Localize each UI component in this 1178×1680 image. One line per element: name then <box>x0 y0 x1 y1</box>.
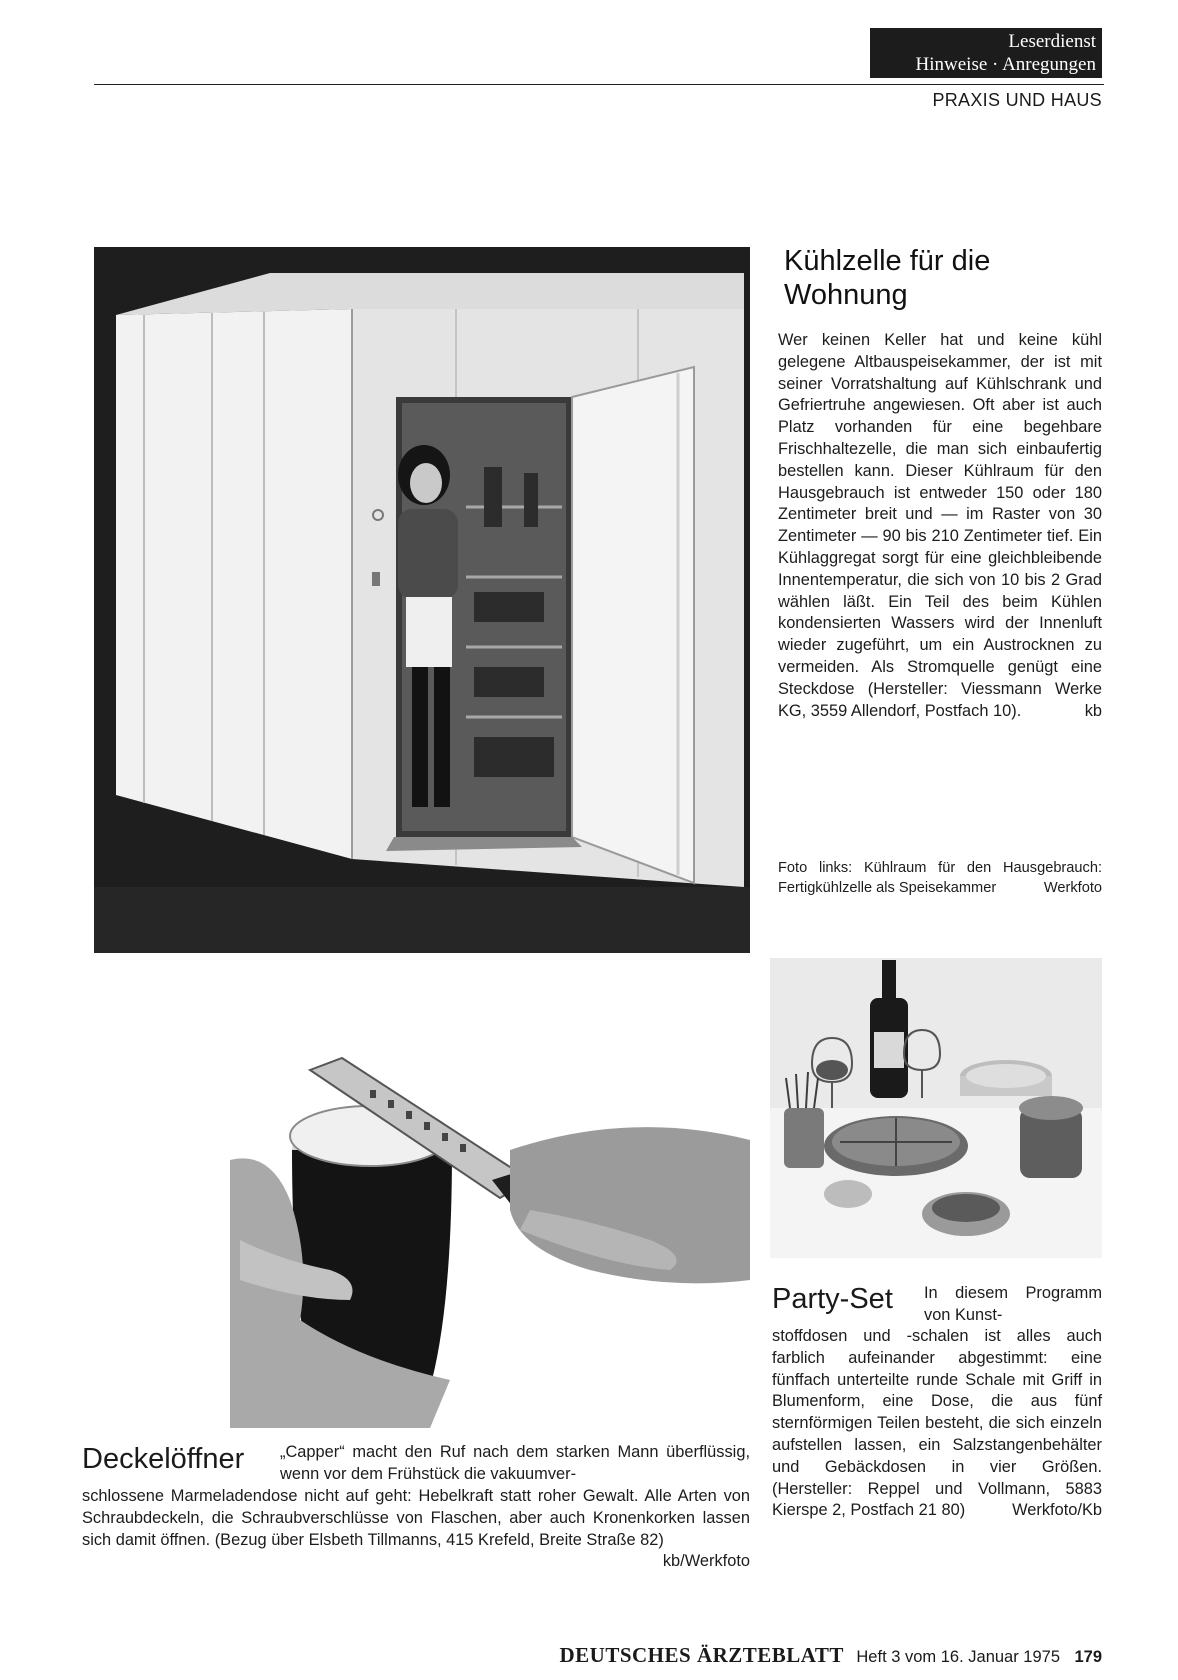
journal-name: DEUTSCHES ÄRZTEBLATT <box>559 1643 844 1667</box>
cold-room-photo <box>94 247 750 953</box>
badge-line-2: Hinweise · Anregungen <box>915 54 1096 75</box>
badge-line-1: Leserdienst <box>1008 31 1096 52</box>
kuehlzelle-title: Kühlzelle für die Wohnung <box>784 245 991 311</box>
party-set-photo <box>770 958 1102 1258</box>
deckeloeffner-text: schlossene Marmeladendose nicht auf geht: Hebelkraft statt roher Gewalt. Alle Arten von Schraubdeckeln, die Schraubverschlüsse von Flaschen, aber auch Kronenkorken lassen sich damit öffnen. (Bezug über Elsbeth Tillmanns, 415 Krefeld, Breite Straße 82) <box>82 1487 750 1549</box>
partyset-text: stoffdosen und -schalen ist alles auch farblich aufeinander abgestimmt: eine fünffach unterteilte runde Schale mit Griff in Blumenform, eine Dose, die aus fünf sternförmigen Teilen besteht, die sich einzeln aufstellen lassen, ein Salzstangenbehälter und Gebäckdosen in vier Größen. (Hersteller: Reppel und Vollmann, 5883 Kierspe 2, Postfach 21 80) <box>772 1327 1102 1520</box>
deckeloeffner-body <box>82 1486 750 1573</box>
page-number: 179 <box>1074 1648 1102 1666</box>
deckeloeffner-lead: „Capper“ macht den Ruf nach dem starken Mann überflüssig, wenn vor dem Frühstück die vakuumver- <box>280 1443 750 1483</box>
deckeloeffner-credit: kb/Werkfoto <box>662 1552 750 1571</box>
page-footer <box>470 1643 1102 1668</box>
kuehlzelle-body <box>778 330 1102 722</box>
partyset-title: Party-Set <box>772 1283 893 1315</box>
header-rule <box>94 84 1104 85</box>
deckeloeffner-title: Deckelöffner <box>82 1443 245 1475</box>
kuehlzelle-text: Wer keinen Keller hat und keine kühl gelegene Altbauspeisekammer, der ist mit seiner Vorratshaltung auf Kühlschrank und Gefriertruhe angewiesen. Oft aber ist auch Platz vorhanden für eine begehbare Frischhaltezelle, die man sich einbaufertig bestellen kann. Dieser Kühlraum für den Hausgebrauch ist entweder 150 oder 180 Zentimeter breit und — im Raster von 30 Zentimeter — 90 bis 210 Zentimeter tief. Ein Kühlaggregat sorgt für eine gleichbleibende Innentemperatur, die sich von 10 bis 2 Grad wählen läßt. Ein Teil des beim Kühlen kondensierten Wassers wird der Innenluft wieder zugeführt, um ein Austrocknen zu vermeiden. Als Stromquelle genügt eine Steckdose (Hersteller: Viessmann Werke KG, 3559 Allendorf, Postfach 10). <box>778 331 1102 720</box>
partyset-body <box>772 1326 1102 1522</box>
kuehlzelle-caption-text: Foto links: Kühlraum für den Hausgebrauch: Fertigkühlzelle als Speisekammer <box>778 860 1102 896</box>
partyset-lead: In diesem Programm von Kunst- <box>924 1284 1102 1324</box>
kuehlzelle-signature: kb <box>1084 701 1102 720</box>
section-label: PRAXIS UND HAUS <box>932 90 1102 110</box>
partyset-credit: Werkfoto/Kb <box>1012 1501 1102 1520</box>
lid-opener-photo <box>230 1040 750 1428</box>
issue-info: Heft 3 vom 16. Januar 1975 <box>856 1648 1061 1666</box>
kuehlzelle-caption <box>778 858 1102 898</box>
kuehlzelle-caption-credit: Werkfoto <box>1043 880 1102 896</box>
leserdienst-badge <box>870 28 1102 78</box>
